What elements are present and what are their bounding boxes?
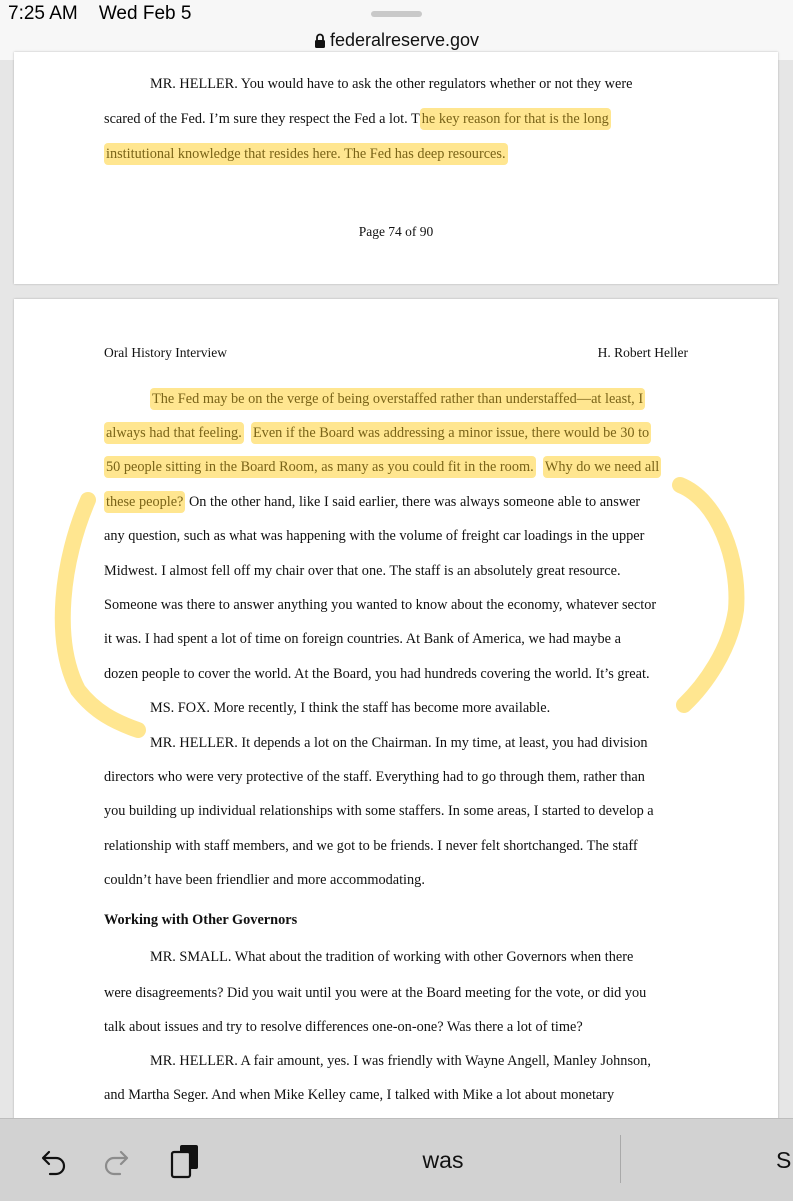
text-line: Midwest. I almost fell off my chair over that one. The staff is an absolutely great resource. [104,563,621,579]
header-left: Oral History Interview [104,345,227,360]
section-heading: Working with Other Governors [104,912,298,928]
text-line [150,390,770,408]
address-bar[interactable] [0,30,793,54]
text-line: talk about issues and try to resolve differences one-on-one? Was there a lot of time? [104,1019,583,1035]
highlight[interactable]: always had that feeling. [104,422,244,444]
text-line [104,110,724,128]
text-line [104,458,724,476]
highlight[interactable]: Why do we need all [543,456,661,478]
text-span: scared of the Fed. I’m sure they respect the Fed a lot. T [104,111,420,127]
text-span: On the other hand, like I said earlier, there was always someone able to answer [185,494,641,510]
highlight[interactable]: Even if the Board was addressing a minor issue, there would be 30 to [251,422,651,444]
keyboard-shortcut-bar [0,1118,793,1201]
text-line: dozen people to cover the world. At the Board, you had hundreds covering the world. It’s great. [104,666,650,682]
text-line: MR. SMALL. What about the tradition of working with other Governors when there [150,949,634,965]
text-line: MR. HELLER. It depends a lot on the Chairman. In my time, at least, you had division [150,735,648,751]
status-time: 7:25 AM [8,3,78,24]
clipboard-icon [168,1142,202,1180]
text-line: it was. I had spent a lot of time on foreign countries. At Bank of America, we had maybe a [104,631,621,647]
text-line: Someone was there to answer anything you wanted to know about the economy, whatever sector [104,597,657,613]
text-line: MR. HELLER. You would have to ask the other regulators whether or not they were [150,76,633,92]
undo-button[interactable] [32,1141,72,1181]
text-line: were disagreements? Did you wait until you were at the Board meeting for the vote, or did you [104,985,647,1001]
status-date: Wed Feb 5 [98,3,192,24]
text-line: any question, such as what was happening with the volume of freight car loadings in the upper [104,528,645,544]
text-line: relationship with staff members, and we got to be friends. I never felt shortchanged. The staff [104,838,638,854]
text-line: couldn’t have been friendlier and more accommodating. [104,872,425,888]
status-bar [0,0,793,60]
text-line: and Martha Seger. And when Mike Kelley came, I talked with Mike a lot about monetary [104,1087,615,1103]
multitasking-handle[interactable] [371,11,422,17]
paste-button[interactable] [164,1139,206,1183]
highlight[interactable]: these people? [104,491,185,513]
highlight[interactable]: institutional knowledge that resides here. The Fed has deep resources. [104,143,508,165]
predictive-suggestion-partial[interactable]: S [776,1147,792,1173]
highlight[interactable]: he key reason for that is the long [420,108,611,130]
text-line: MR. HELLER. A fair amount, yes. I was friendly with Wayne Angell, Manley Johnson, [150,1053,651,1069]
highlight[interactable]: 50 people sitting in the Board Room, as many as you could fit in the room. [104,456,536,478]
url-text[interactable]: federalreserve.gov [329,30,480,50]
highlight[interactable]: The Fed may be on the verge of being overstaffed rather than understaffed—at least, I [150,388,645,410]
text-line [104,493,724,511]
lock-icon [314,33,326,54]
text-line: you building up individual relationships with some staffers. In some areas, I started to develop a [104,803,654,819]
redo-icon [102,1146,134,1176]
undo-icon [36,1146,68,1176]
text-line: directors who were very protective of the staff. Everything had to go through them, rather than [104,769,645,785]
text-line: MS. FOX. More recently, I think the staff has become more available. [150,700,551,716]
page-number: Page 74 of 90 [358,224,434,239]
pdf-page-75 [14,299,778,1129]
text-line [104,424,724,442]
pdf-page-74 [14,52,778,284]
header-right: H. Robert Heller [597,345,688,360]
predictive-suggestion[interactable]: was [422,1147,464,1173]
status-time-date [8,3,191,25]
suggestion-divider [620,1135,621,1183]
redo-button[interactable] [98,1141,138,1181]
text-line [104,145,724,163]
